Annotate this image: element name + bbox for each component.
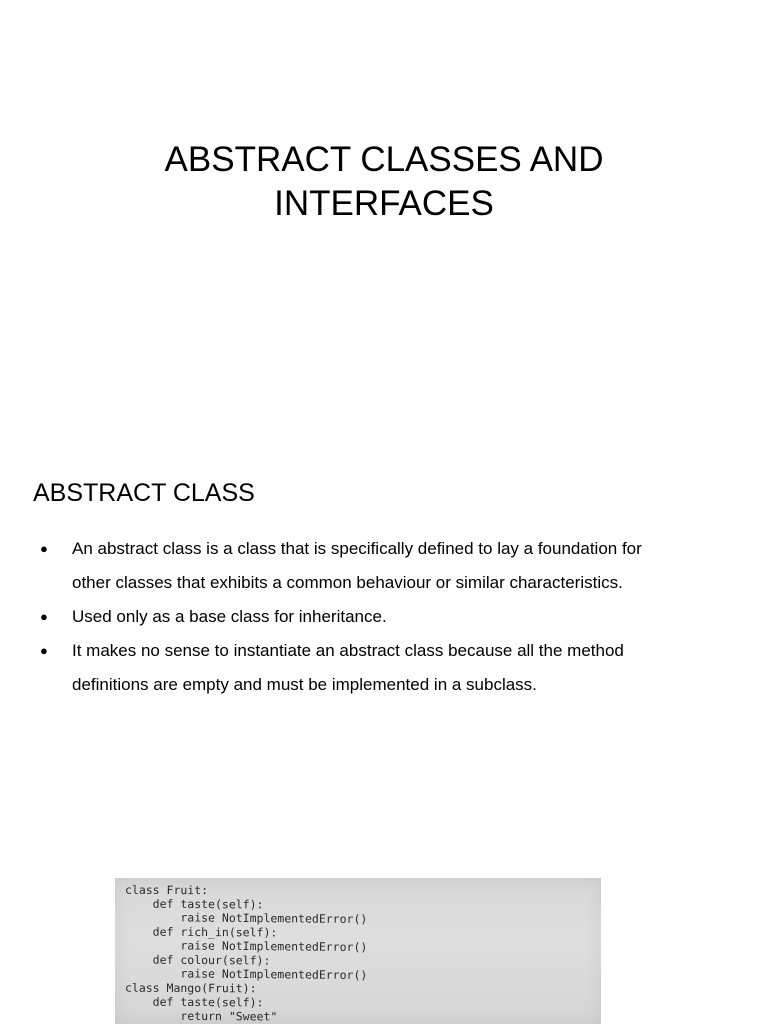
bullet-1-line-2: other classes that exhibits a common behaviour or similar characteristics.	[72, 573, 623, 592]
document-title-line-2: INTERFACES	[274, 184, 494, 223]
code-line: class Fruit:	[124, 882, 209, 898]
bullet-item-1	[40, 532, 740, 600]
code-line: def taste(self):	[124, 994, 264, 1010]
code-line: raise NotImplementedError()	[124, 937, 368, 955]
code-line: return "Sweet"	[124, 1008, 278, 1024]
bullet-1-line-1: An abstract class is a class that is specifically defined to lay a foundation for	[72, 539, 642, 558]
code-photo	[115, 878, 601, 1024]
bullet-dot-icon: ●	[40, 643, 48, 658]
bullet-item-3	[40, 634, 740, 702]
bullet-item-2	[40, 600, 740, 634]
code-line: def colour(self):	[124, 952, 271, 968]
document-title	[0, 138, 768, 226]
bullet-3-line-1: It makes no sense to instantiate an abstract class because all the method	[72, 641, 624, 660]
section-heading: ABSTRACT CLASS	[33, 479, 255, 507]
document-title-line-1: ABSTRACT CLASSES AND	[164, 140, 604, 179]
bullet-dot-icon: ●	[40, 609, 48, 624]
bullet-3-line-2: definitions are empty and must be implemented in a subclass.	[72, 675, 537, 694]
bullet-dot-icon: ●	[40, 541, 48, 556]
bullet-2-line-1: Used only as a base class for inheritance.	[72, 607, 387, 626]
code-line: def rich_in(self):	[124, 924, 278, 940]
code-line: raise NotImplementedError()	[124, 965, 368, 983]
bullet-list	[40, 532, 740, 702]
code-line: def taste(self):	[124, 896, 264, 912]
code-line: class Mango(Fruit):	[124, 980, 257, 996]
code-line: raise NotImplementedError()	[124, 909, 368, 927]
